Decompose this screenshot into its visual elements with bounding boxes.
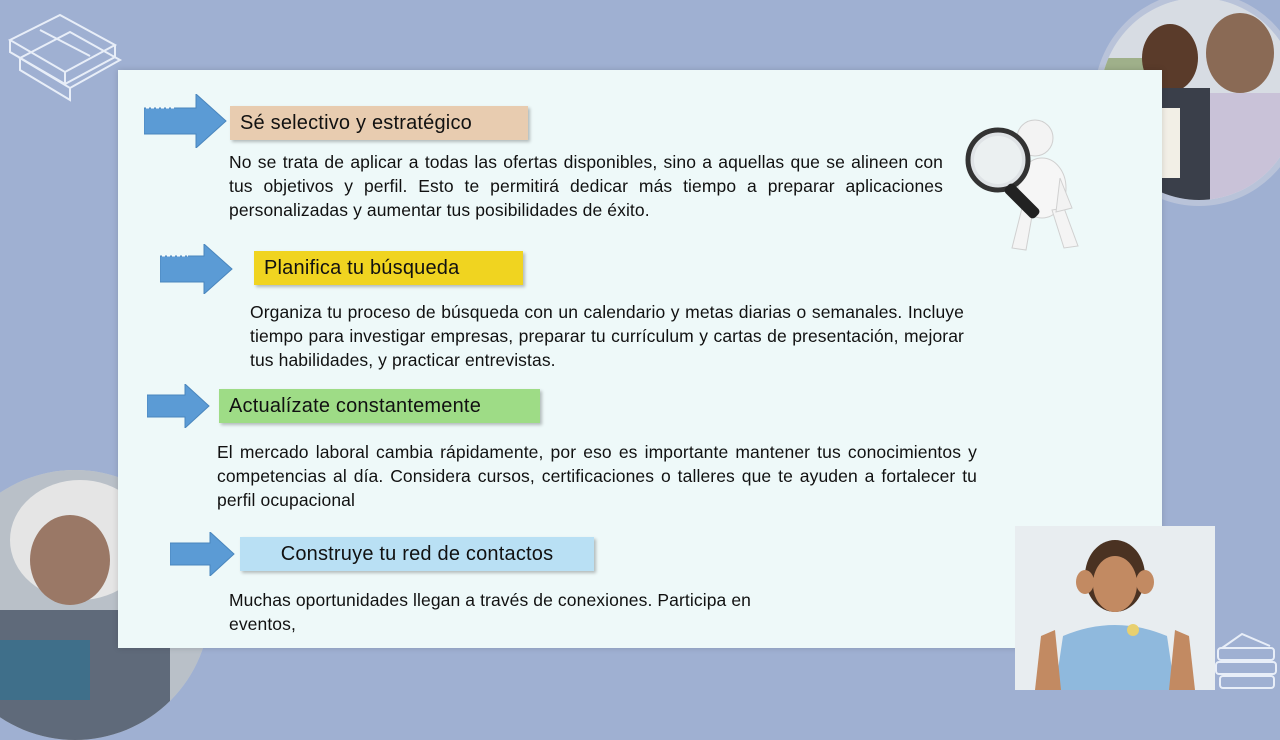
magnifying-glass-figure-icon xyxy=(960,108,1090,258)
section-heading-selective: Sé selectivo y estratégico xyxy=(230,106,528,140)
arrow-right-icon xyxy=(160,244,234,294)
arrow-right-icon xyxy=(170,532,236,576)
section-heading-plan: Planifica tu búsqueda xyxy=(254,251,523,285)
section-heading-update: Actualízate constantemente xyxy=(219,389,540,423)
books-icon xyxy=(1212,628,1280,698)
sign-language-interpreter-video xyxy=(1015,526,1215,690)
section-body-selective: No se trata de aplicar a todas las ofertas disponibles, sino a aquellas que se alineen con tus objetivos y perfil. Esto te permitirá dedicar más tiempo a preparar aplicaciones personalizadas y aumentar tus posibilidades de éxito. xyxy=(229,152,943,220)
section-body-update: El mercado laboral cambia rápidamente, por eso es importante mantener tus conocimientos y competencias al día. Considera cursos, certificaciones o talleres que te ayuden a fortalecer tu perfil ocupacional xyxy=(217,442,977,510)
arrow-right-icon xyxy=(147,384,211,428)
section-body-plan: Organiza tu proceso de búsqueda con un calendario y metas diarias o semanales. Incluye tiempo para investigar empresas, preparar tu currículum y cartas de presentación, mejorar tus habilidades, y practicar entrevistas. xyxy=(250,302,964,370)
books-icon xyxy=(0,0,130,110)
section-body-network: Muchas oportunidades llegan a través de conexiones. Participa en eventos, xyxy=(229,590,751,634)
section-heading-network: Construye tu red de contactos xyxy=(240,537,594,571)
arrow-right-icon xyxy=(144,94,228,148)
